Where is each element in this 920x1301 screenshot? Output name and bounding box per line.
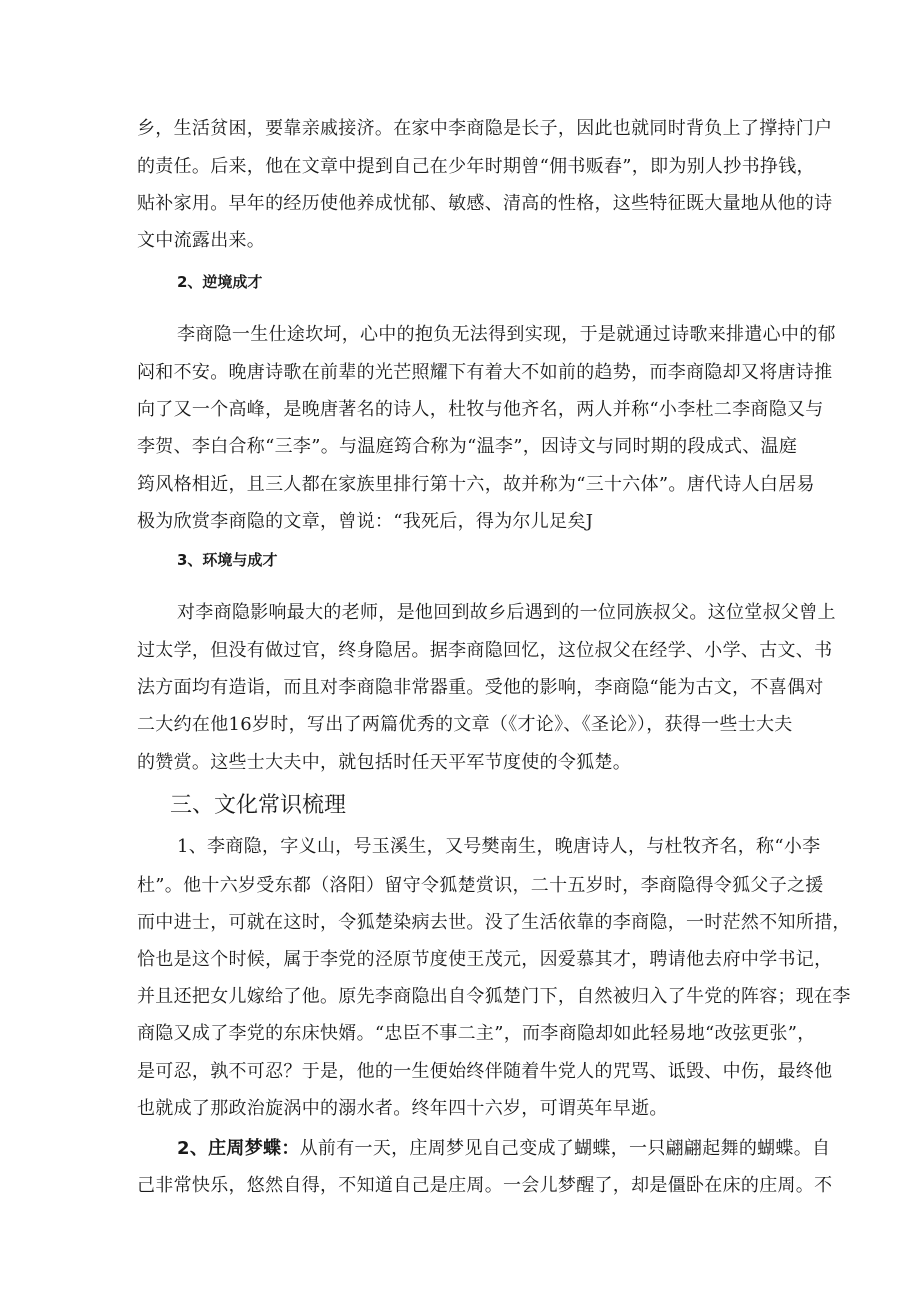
paragraph-line: 也就成了那政治旋涡中的溺水者。终年四十六岁，可谓英年早逝。 bbox=[137, 1098, 668, 1119]
paragraph-line bbox=[177, 1137, 830, 1161]
paragraph-line: 文中流露出来。 bbox=[137, 230, 266, 251]
section-heading-culture: 三、文化常识梳理 bbox=[170, 793, 347, 818]
paragraph-line: 极为欣赏李商隐的文章，曾说：“我死后，得为尔儿足矣J bbox=[137, 511, 594, 532]
section-heading-environment: 3、环境与成才 bbox=[177, 551, 278, 569]
paragraph-line: 并且还把女儿嫁给了他。原先李商隐出自令狐楚门下，自然被归入了牛党的阵容；现在李 bbox=[137, 986, 851, 1007]
paragraph-line: 杜”。他十六岁受东都（洛阳）留守令狐楚赏识，二十五岁时，李商隐得令狐父子之援 bbox=[137, 875, 824, 896]
zhuangzhou-text: 从前有一天，庄周梦见自己变成了蝴蝶，一只翩翩起舞的蝴蝶。自 bbox=[299, 1138, 831, 1159]
paragraph-line: 对李商隐影响最大的老师，是他回到故乡后遇到的一位同族叔父。这位堂叔父曾上 bbox=[177, 602, 836, 623]
paragraph-line: 过太学，但没有做过官，终身隐居。据李商隐回忆，这位叔父在经学、小学、古文、书 bbox=[137, 640, 833, 661]
paragraph-line: 是可忍，孰不可忍？于是，他的一生便始终伴随着牛党人的咒骂、诋毁、中伤，最终他 bbox=[137, 1061, 833, 1082]
paragraph-line: 李商隐一生仕途坎坷，心中的抱负无法得到实现，于是就通过诗歌来排遣心中的郁 bbox=[177, 324, 836, 345]
paragraph-line: 筠风格相近，且三人都在家族里排行第十六，故并称为“三十六体”。唐代诗人白居易 bbox=[137, 474, 815, 495]
paragraph-line: 法方面均有造诣，而且对李商隐非常器重。受他的影响，李商隐“能为古文，不喜偶对 bbox=[137, 677, 824, 698]
paragraph-line: 恰也是这个时候，属于李党的泾原节度使王茂元，因爱慕其才，聘请他去府中学书记， bbox=[137, 949, 833, 970]
zhuangzhou-lead: 2、庄周梦蝶： bbox=[177, 1138, 300, 1159]
paragraph-line: 而中进士，可就在这时，令狐楚染病去世。没了生活依靠的李商隐，一时茫然不知所措， bbox=[137, 912, 851, 933]
paragraph-line: 乡，生活贫困，要靠亲戚接济。在家中李商隐是长子，因此也就同时背负上了撑持门户 bbox=[137, 118, 833, 139]
paragraph-line: 向了又一个高峰，是晚唐著名的诗人，杜牧与他齐名，两人并称“小李杜二李商隐又与 bbox=[137, 399, 824, 420]
paragraph-line: 闷和不安。晚唐诗歌在前辈的光芒照耀下有着大不如前的趋势，而李商隐却又将唐诗推 bbox=[137, 362, 833, 383]
paragraph-line: 的责任。后来，他在文章中提到自己在少年时期曾“佣书贩舂”，即为别人抄书挣钱， bbox=[137, 156, 815, 177]
paragraph-line: 贴补家用。早年的经历使他养成忧郁、敏感、清高的性格，这些特征既大量地从他的诗 bbox=[137, 193, 833, 214]
paragraph-line: 李贺、李白合称“三李”。与温庭筠合称为“温李”，因诗文与同时期的段成式、温庭 bbox=[137, 436, 798, 457]
paragraph-line: 的赞赏。这些士大夫中，就包括时任天平军节度使的令狐楚。 bbox=[137, 752, 632, 773]
paragraph-line: 二大约在他16岁时，写出了两篇优秀的文章（《才论》、《圣论》），获得一些士大夫 bbox=[137, 714, 793, 735]
section-heading-adversity: 2、逆境成才 bbox=[177, 273, 263, 291]
paragraph-line: 商隐又成了李党的东床快婿。“忠臣不事二主”，而李商隐却如此轻易地“改弦更张”， bbox=[137, 1023, 816, 1044]
paragraph-line: 己非常快乐，悠然自得，不知道自己是庄周。一会儿梦醒了，却是僵卧在床的庄周。不 bbox=[137, 1175, 833, 1196]
paragraph-line: 1、李商隐，字义山，号玉溪生，又号樊南生，晚唐诗人，与杜牧齐名，称“小李 bbox=[177, 836, 821, 857]
